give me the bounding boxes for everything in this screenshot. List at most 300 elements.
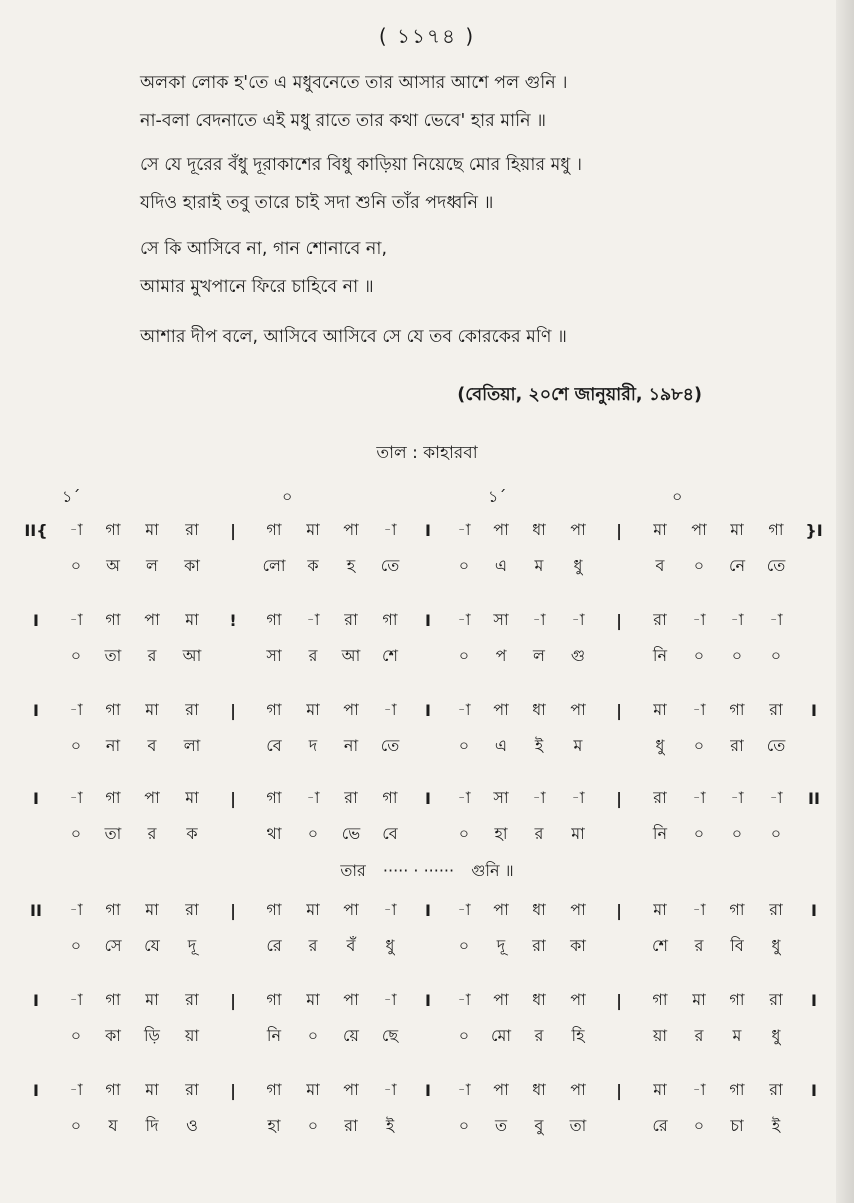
lyric-cell: এ bbox=[494, 735, 508, 755]
lyric-cell: রা bbox=[730, 735, 744, 755]
swara-cell: -া bbox=[383, 519, 397, 539]
lyric-cell: ০ bbox=[458, 735, 470, 755]
swara-cell: গা bbox=[382, 787, 398, 807]
swara-cell: }I bbox=[805, 520, 823, 540]
swara-cell: I bbox=[425, 520, 431, 540]
swara-cell: রা bbox=[344, 609, 358, 629]
lyric-cell: ধু bbox=[573, 555, 583, 575]
lyric-cell: নি bbox=[652, 823, 668, 843]
lyric-cell: দি bbox=[145, 1115, 159, 1135]
lyric-cell: ০ bbox=[770, 645, 782, 665]
swara-cell: -া bbox=[383, 989, 397, 1009]
lyric-cell: তা bbox=[104, 645, 122, 665]
notation-stave bbox=[0, 1072, 854, 1152]
lyric-cell: এ bbox=[494, 555, 508, 575]
swara-cell: -া bbox=[383, 699, 397, 719]
swara-cell: মা bbox=[306, 989, 320, 1009]
beat-mark: ১´ bbox=[488, 487, 507, 506]
lyric-cell: ব bbox=[147, 735, 157, 755]
swara-row bbox=[0, 1072, 854, 1108]
swara-cell: মা bbox=[145, 989, 159, 1009]
lyric-cell: র bbox=[308, 645, 318, 665]
lyric-row bbox=[0, 638, 854, 674]
swara-cell: পা bbox=[570, 699, 586, 719]
swara-cell: গা bbox=[105, 787, 121, 807]
lyric-cell: ক bbox=[186, 823, 198, 843]
verse-line: না-বলা বেদনাতে এই মধু রাতে তার কথা ভেবে' হার মানি ॥ bbox=[140, 111, 547, 131]
lyric-cell: য়া bbox=[652, 1025, 668, 1045]
lyric-cell: য়া bbox=[184, 1025, 200, 1045]
swara-row bbox=[0, 512, 854, 548]
swara-cell: রা bbox=[653, 609, 667, 629]
lyric-cell: লো bbox=[262, 555, 286, 575]
lyric-cell: মা bbox=[571, 823, 585, 843]
swara-cell: রা bbox=[344, 787, 358, 807]
lyric-cell: মো bbox=[490, 1025, 512, 1045]
notation-stave bbox=[0, 780, 854, 860]
notation-stave bbox=[0, 692, 854, 772]
lyric-cell: র bbox=[694, 935, 704, 955]
lyric-cell: ০ bbox=[458, 823, 470, 843]
dateline: (বেতিয়া, ২০শে জানুয়ারী, ১৯৮৪) bbox=[457, 385, 702, 405]
lyric-cell: ধু bbox=[655, 735, 665, 755]
lyric-cell: বে bbox=[382, 823, 398, 843]
verse-line: সে কি আসিবে না, গান শোনাবে না, bbox=[140, 239, 388, 259]
beat-mark: ১´ bbox=[62, 487, 81, 506]
swara-cell: পা bbox=[691, 519, 707, 539]
swara-cell: রা bbox=[185, 899, 199, 919]
swara-cell: I bbox=[425, 990, 431, 1010]
lyric-cell: ছে bbox=[381, 1025, 399, 1045]
lyric-cell: র bbox=[147, 645, 157, 665]
swara-cell: I bbox=[33, 788, 39, 808]
swara-cell: গা bbox=[105, 899, 121, 919]
swara-cell: II{ bbox=[24, 520, 48, 540]
swara-cell: গা bbox=[266, 787, 282, 807]
lyric-cell: রে bbox=[652, 1115, 668, 1135]
swara-cell: গা bbox=[266, 899, 282, 919]
lyric-cell: ০ bbox=[70, 1025, 82, 1045]
lyric-cell: কা bbox=[570, 935, 586, 955]
swara-row bbox=[0, 780, 854, 816]
swara-cell: -া bbox=[306, 609, 320, 629]
lyric-cell: ০ bbox=[307, 823, 319, 843]
lyric-cell: ০ bbox=[70, 555, 82, 575]
swara-cell: পা bbox=[493, 1079, 509, 1099]
swara-cell: মা bbox=[653, 699, 667, 719]
swara-cell: পা bbox=[570, 1079, 586, 1099]
swara-cell: -া bbox=[69, 519, 83, 539]
lyric-cell: ০ bbox=[70, 935, 82, 955]
swara-cell: -া bbox=[69, 899, 83, 919]
verse-2 bbox=[140, 146, 760, 222]
swara-cell: মা bbox=[185, 609, 199, 629]
beat-mark: ০ bbox=[672, 487, 683, 506]
lyric-cell: গু bbox=[570, 645, 586, 665]
swara-cell: -া bbox=[692, 787, 706, 807]
lyric-cell: ০ bbox=[458, 1115, 470, 1135]
lyric-cell: র bbox=[147, 823, 157, 843]
swara-cell: মা bbox=[306, 899, 320, 919]
lyric-cell: হি bbox=[571, 1025, 585, 1045]
beat-marks bbox=[0, 484, 854, 508]
lyric-cell: বে bbox=[266, 735, 282, 755]
swara-cell: রা bbox=[185, 519, 199, 539]
swara-cell: I bbox=[33, 990, 39, 1010]
swara-cell: গা bbox=[768, 519, 784, 539]
lyric-cell: ই bbox=[385, 1115, 395, 1135]
lyric-cell: ০ bbox=[693, 555, 705, 575]
lyric-row bbox=[0, 728, 854, 764]
lyric-cell: দ bbox=[308, 735, 318, 755]
lyric-cell: ০ bbox=[70, 823, 82, 843]
swara-cell: পা bbox=[144, 787, 160, 807]
swara-cell: গা bbox=[266, 519, 282, 539]
lyric-cell: ০ bbox=[731, 823, 743, 843]
swara-cell: I bbox=[425, 1080, 431, 1100]
refrain-end: গুনি ॥ bbox=[471, 861, 514, 880]
beat-mark: ০ bbox=[282, 487, 293, 506]
lyric-cell: ধু bbox=[385, 935, 395, 955]
swara-cell: | bbox=[616, 520, 622, 540]
swara-cell: I bbox=[33, 1080, 39, 1100]
swara-cell: -া bbox=[306, 787, 320, 807]
verse-line: সে যে দূরের বঁধু দূরাকাশের বিধু কাড়িয়া নিয়েছে মোর হিয়ার মধু । bbox=[140, 155, 582, 175]
lyric-cell: ০ bbox=[770, 823, 782, 843]
swara-cell: | bbox=[616, 788, 622, 808]
swara-cell: মা bbox=[306, 519, 320, 539]
swara-cell: | bbox=[230, 990, 236, 1010]
lyric-cell: থা bbox=[266, 823, 282, 843]
swara-cell: পা bbox=[343, 899, 359, 919]
swara-cell: গা bbox=[105, 609, 121, 629]
swara-cell: -া bbox=[69, 609, 83, 629]
lyric-cell: তা bbox=[104, 823, 122, 843]
swara-cell: মা bbox=[730, 519, 744, 539]
swara-cell: | bbox=[616, 700, 622, 720]
verse-line: অলকা লোক হ'তে এ মধুবনেতে তার আসার আশে পল গুনি । bbox=[140, 73, 568, 93]
swara-row bbox=[0, 602, 854, 638]
verse-4 bbox=[140, 318, 760, 356]
swara-cell: -া bbox=[457, 787, 471, 807]
swara-cell: | bbox=[616, 900, 622, 920]
lyric-cell: ০ bbox=[458, 645, 470, 665]
swara-cell: -া bbox=[383, 1079, 397, 1099]
swara-cell: রা bbox=[185, 1079, 199, 1099]
swara-cell: গা bbox=[266, 609, 282, 629]
swara-cell: -া bbox=[69, 787, 83, 807]
verse-1 bbox=[140, 64, 760, 140]
swara-cell: -া bbox=[457, 899, 471, 919]
lyric-cell: শে bbox=[652, 935, 668, 955]
swara-cell: পা bbox=[570, 989, 586, 1009]
swara-cell: -া bbox=[692, 699, 706, 719]
lyric-cell: তে bbox=[766, 735, 786, 755]
swara-cell: II bbox=[808, 788, 820, 808]
swara-cell: -া bbox=[692, 1079, 706, 1099]
swara-cell: | bbox=[230, 520, 236, 540]
swara-cell: | bbox=[230, 900, 236, 920]
swara-cell: পা bbox=[570, 899, 586, 919]
swara-cell: পা bbox=[343, 519, 359, 539]
lyric-cell: না bbox=[105, 735, 121, 755]
swara-cell: পা bbox=[144, 609, 160, 629]
swara-cell: | bbox=[230, 788, 236, 808]
lyric-cell: ত bbox=[494, 1115, 507, 1135]
lyric-cell: বি bbox=[730, 935, 744, 955]
swara-cell: সা bbox=[493, 787, 509, 807]
lyric-row bbox=[0, 1018, 854, 1054]
swara-cell: | bbox=[616, 990, 622, 1010]
notation-stave bbox=[0, 982, 854, 1062]
lyric-cell: হা bbox=[494, 823, 508, 843]
swara-cell: মা bbox=[692, 989, 706, 1009]
lyric-cell: ভে bbox=[341, 823, 361, 843]
swara-cell: | bbox=[230, 1080, 236, 1100]
lyric-cell: তে bbox=[380, 735, 400, 755]
lyric-cell: বু bbox=[534, 1115, 544, 1135]
lyric-cell: তে bbox=[766, 555, 786, 575]
swara-cell: রা bbox=[769, 1079, 783, 1099]
lyric-row bbox=[0, 1108, 854, 1144]
lyric-cell: তে bbox=[380, 555, 400, 575]
swara-row bbox=[0, 892, 854, 928]
swara-cell: পা bbox=[493, 519, 509, 539]
swara-cell: -া bbox=[532, 609, 546, 629]
lyric-cell: র bbox=[308, 935, 318, 955]
verse-3 bbox=[140, 230, 760, 306]
tala-heading: তাল : কাহারবা bbox=[376, 443, 478, 463]
swara-cell: মা bbox=[185, 787, 199, 807]
lyric-cell: চা bbox=[730, 1115, 744, 1135]
lyric-cell: যে bbox=[144, 935, 160, 955]
lyric-cell: না bbox=[343, 735, 359, 755]
swara-cell: -া bbox=[69, 989, 83, 1009]
notation-stave bbox=[0, 512, 854, 592]
swara-cell: | bbox=[616, 1080, 622, 1100]
lyric-cell: রা bbox=[532, 935, 546, 955]
swara-cell: ! bbox=[229, 610, 237, 630]
swara-cell: রা bbox=[185, 989, 199, 1009]
lyric-cell: ধু bbox=[771, 1025, 781, 1045]
swara-cell: ধা bbox=[532, 899, 546, 919]
lyric-cell: ০ bbox=[70, 735, 82, 755]
swara-cell: I bbox=[425, 700, 431, 720]
swara-cell: গা bbox=[729, 989, 745, 1009]
notation-stave bbox=[0, 892, 854, 972]
swara-cell: -া bbox=[571, 609, 585, 629]
lyric-cell: র bbox=[534, 823, 544, 843]
swara-cell: I bbox=[811, 1080, 817, 1100]
lyric-cell: ই bbox=[771, 1115, 781, 1135]
lyric-cell: বঁ bbox=[346, 935, 356, 955]
swara-cell: রা bbox=[769, 699, 783, 719]
swara-cell: I bbox=[425, 610, 431, 630]
swara-cell: ধা bbox=[532, 519, 546, 539]
swara-cell: পা bbox=[493, 699, 509, 719]
swara-cell: রা bbox=[769, 989, 783, 1009]
lyric-cell: ০ bbox=[693, 1115, 705, 1135]
swara-cell: মা bbox=[306, 699, 320, 719]
swara-row bbox=[0, 982, 854, 1018]
swara-cell: -া bbox=[457, 989, 471, 1009]
swara-cell: I bbox=[425, 788, 431, 808]
notation-stave bbox=[0, 602, 854, 682]
swara-cell: -া bbox=[692, 899, 706, 919]
lyric-cell: অ bbox=[106, 555, 120, 575]
lyric-cell: ড়ি bbox=[143, 1025, 160, 1045]
lyric-cell: ০ bbox=[458, 935, 470, 955]
swara-cell: I bbox=[811, 900, 817, 920]
swara-cell: পা bbox=[493, 899, 509, 919]
swara-cell: I bbox=[811, 990, 817, 1010]
lyric-cell: ই bbox=[534, 735, 544, 755]
lyric-cell: ও bbox=[186, 1115, 198, 1135]
lyric-cell: র bbox=[694, 1025, 704, 1045]
swara-cell: I bbox=[33, 700, 39, 720]
swara-cell: মা bbox=[653, 1079, 667, 1099]
lyric-cell: হ bbox=[346, 555, 356, 575]
swara-cell: মা bbox=[653, 899, 667, 919]
swara-cell: | bbox=[230, 700, 236, 720]
swara-cell: মা bbox=[145, 1079, 159, 1099]
lyric-cell: ক bbox=[307, 555, 319, 575]
swara-cell: -া bbox=[457, 699, 471, 719]
lyric-cell: ০ bbox=[307, 1115, 319, 1135]
swara-cell: পা bbox=[570, 519, 586, 539]
swara-cell: I bbox=[425, 900, 431, 920]
lyric-cell: ০ bbox=[307, 1025, 319, 1045]
lyric-cell: ০ bbox=[693, 735, 705, 755]
verse-line: যদিও হারাই তবু তারে চাই সদা শুনি তাঁর পদধ্বনি ॥ bbox=[140, 193, 494, 213]
swara-cell: -া bbox=[769, 787, 783, 807]
swara-cell: গা bbox=[105, 989, 121, 1009]
swara-cell: -া bbox=[457, 1079, 471, 1099]
swara-cell: ধা bbox=[532, 699, 546, 719]
lyric-cell: হা bbox=[267, 1115, 281, 1135]
swara-cell: মা bbox=[145, 899, 159, 919]
verse-line: আশার দীপ বলে, আসিবে আসিবে সে যে তব কোরকের মণি ॥ bbox=[140, 327, 567, 347]
swara-cell: গা bbox=[382, 609, 398, 629]
swara-cell: মা bbox=[145, 519, 159, 539]
swara-cell: মা bbox=[306, 1079, 320, 1099]
swara-cell: II bbox=[30, 900, 42, 920]
swara-cell: ধা bbox=[532, 989, 546, 1009]
lyric-cell: প bbox=[495, 645, 507, 665]
lyric-cell: ০ bbox=[731, 645, 743, 665]
lyric-cell: দূ bbox=[496, 935, 506, 955]
lyric-cell: য়ে bbox=[343, 1025, 359, 1045]
lyric-cell: সা bbox=[266, 645, 282, 665]
lyric-cell: ০ bbox=[693, 645, 705, 665]
lyric-cell: লা bbox=[183, 735, 201, 755]
lyric-cell: ০ bbox=[70, 645, 82, 665]
swara-cell: গা bbox=[105, 1079, 121, 1099]
lyric-cell: রা bbox=[344, 1115, 358, 1135]
lyric-cell: রে bbox=[266, 935, 282, 955]
swara-cell: পা bbox=[343, 699, 359, 719]
lyric-cell: ল bbox=[533, 645, 545, 665]
swara-cell: সা bbox=[493, 609, 509, 629]
lyric-cell: ধু bbox=[771, 935, 781, 955]
swara-cell: মা bbox=[653, 519, 667, 539]
lyric-row bbox=[0, 816, 854, 852]
swara-cell: I bbox=[811, 700, 817, 720]
swara-cell: গা bbox=[266, 1079, 282, 1099]
lyric-cell: কা bbox=[184, 555, 200, 575]
swara-cell: -া bbox=[730, 609, 744, 629]
swara-row bbox=[0, 692, 854, 728]
lyric-cell: নি bbox=[652, 645, 668, 665]
swara-cell: I bbox=[33, 610, 39, 630]
swara-cell: গা bbox=[266, 699, 282, 719]
swara-cell: -া bbox=[69, 699, 83, 719]
lyric-cell: ব bbox=[655, 555, 665, 575]
swara-cell: গা bbox=[266, 989, 282, 1009]
swara-cell: ধা bbox=[532, 1079, 546, 1099]
swara-cell: -া bbox=[571, 787, 585, 807]
page-number: ( ১১৭৪ ) bbox=[378, 24, 476, 48]
lyric-cell: ম bbox=[732, 1025, 742, 1045]
lyric-cell: আ bbox=[182, 645, 202, 665]
refrain-start: তার bbox=[340, 861, 366, 880]
lyric-cell: শে bbox=[382, 645, 398, 665]
swara-cell: গা bbox=[652, 989, 668, 1009]
swara-cell: পা bbox=[493, 989, 509, 1009]
swara-cell: গা bbox=[729, 1079, 745, 1099]
swara-cell: গা bbox=[729, 899, 745, 919]
lyric-cell: দূ bbox=[187, 935, 197, 955]
swara-cell: -া bbox=[692, 609, 706, 629]
swara-cell: গা bbox=[105, 699, 121, 719]
lyric-cell: নি bbox=[266, 1025, 282, 1045]
lyric-cell: ম bbox=[573, 735, 583, 755]
lyric-cell: নে bbox=[728, 555, 746, 575]
swara-cell: গা bbox=[105, 519, 121, 539]
lyric-cell: ০ bbox=[693, 823, 705, 843]
swara-cell: গা bbox=[729, 699, 745, 719]
swara-cell: | bbox=[616, 610, 622, 630]
lyric-cell: ল bbox=[146, 555, 158, 575]
lyric-cell: সে bbox=[104, 935, 122, 955]
lyric-row bbox=[0, 548, 854, 584]
swara-cell: পা bbox=[343, 1079, 359, 1099]
swara-cell: পা bbox=[343, 989, 359, 1009]
refrain-line bbox=[0, 858, 854, 885]
verse-line: আমার মুখপানে ফিরে চাহিবে না ॥ bbox=[140, 277, 374, 297]
lyric-cell: র bbox=[534, 1025, 544, 1045]
lyric-cell: ০ bbox=[70, 1115, 82, 1135]
swara-cell: রা bbox=[185, 699, 199, 719]
swara-cell: -া bbox=[69, 1079, 83, 1099]
swara-cell: -া bbox=[457, 519, 471, 539]
lyric-cell: কা bbox=[105, 1025, 121, 1045]
lyric-cell: ম bbox=[534, 555, 544, 575]
swara-cell: -া bbox=[730, 787, 744, 807]
swara-cell: রা bbox=[653, 787, 667, 807]
lyric-cell: আ bbox=[341, 645, 361, 665]
lyric-cell: ০ bbox=[458, 1025, 470, 1045]
swara-cell: মা bbox=[145, 699, 159, 719]
lyric-cell: তা bbox=[569, 1115, 587, 1135]
lyric-row bbox=[0, 928, 854, 964]
swara-cell: -া bbox=[383, 899, 397, 919]
lyric-cell: ০ bbox=[458, 555, 470, 575]
lyric-cell: য bbox=[108, 1115, 118, 1135]
swara-cell: রা bbox=[769, 899, 783, 919]
swara-cell: -া bbox=[769, 609, 783, 629]
refrain-dots: ····· · ······ bbox=[382, 861, 455, 880]
